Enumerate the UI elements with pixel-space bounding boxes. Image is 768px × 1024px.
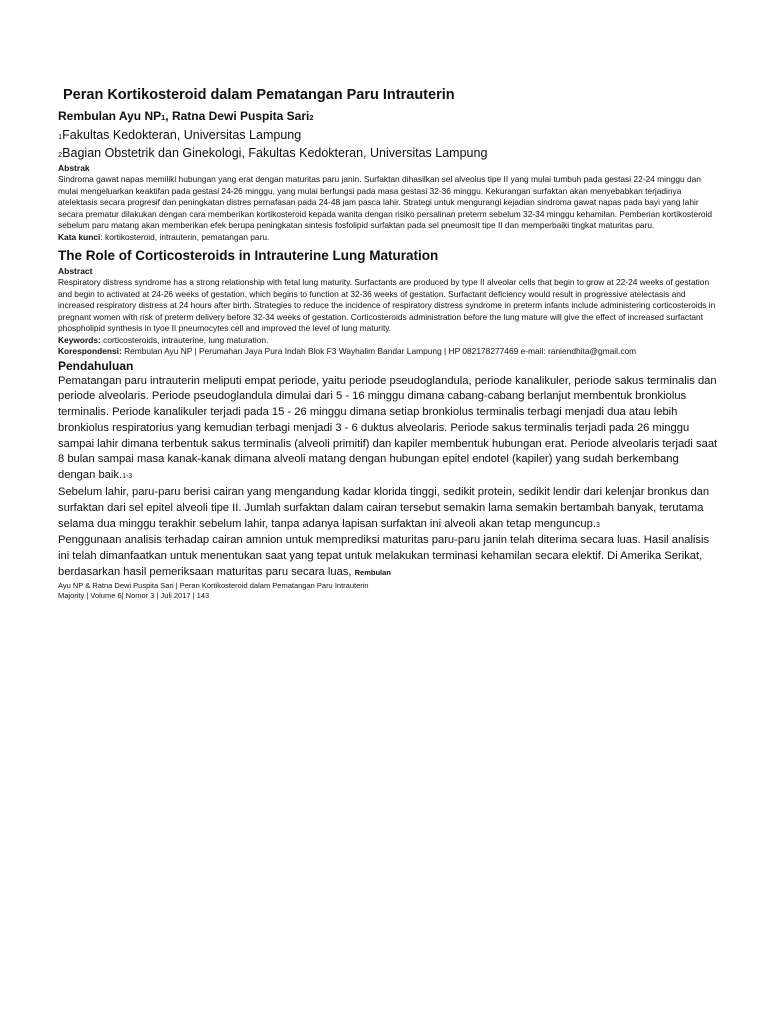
correspondence-text: Rembulan Ayu NP | Perumahan Jaya Pura Indah Blok F3 Wayhalim Bandar Lampung | HP 082178277469 e-mail: raniendhita@gmail.com: [121, 346, 637, 356]
abstract-text: Respiratory distress syndrome has a strong relationship with fetal lung maturity. Surfactants are produced by type II alveolar cells that begin to grow at 22-24 weeks of gestation and begin to activated at 24-26 weeks of gestation, which begins to function at 32-36 weeks of gestation. Surfactant deficiency would result in progressive atelectasis and increased respiratory distress at 24 hours after birth. Strategies to reduce the incidence of respiratory distress syndrome in preterm infants include administering corticosteroids in pregnant women with risk of preterm delivery before 32-34 weeks of gestation. Corticosteroids administration before the lung mature will give the effect of increased surfactant phospholipid synthesis in tyoe II pneumocytes cell and improved the level of lung maturity.: [58, 277, 716, 333]
footer-line-2: Majority | Volume 6| Nomor 3 | Juli 2017 | 143: [58, 591, 210, 601]
abstrak-text: Sindroma gawat napas memiliki hubungan yang erat dengan maturitas paru janin. Surfaktan dihasilkan sel alveolus tipe II yang mulai tumbuh pada gestasi 22-24 minggu dan mulai mengeluarkan keaktifan pada gestasi 24-26 minggu, yang mulai berfungsi pada masa gestasi 32-36 minggu. Kekurangan surfaktan akan menyebabkan terjadinya atelektasis secara progresif dan peningkatan distres pernafasan pada 24-48 jam pasca lahir. Strategi untuk mengurangi kejadian sindroma gawat napas pada bayi yang lahir secara prematur dilakukan dengan cara memberikan kortikosteroid kepada wanita dengan risiko persalinan preterm sebelum 32-34 minggu kehamilan. Pemberian kortikosteroid sebelum paru matang akan memberikan efek berupa peningkatan sintesis fosfolipid surfaktan pada sel pneumosit tipe II dan memperbaiki tingkat maturitas paru.: [58, 174, 713, 230]
intro-paragraph-2-text: Sebelum lahir, paru-paru berisi cairan yang mengandung kadar klorida tinggi, sedikit protein, sedikit lendir dari kelenjar bronkus dan surfaktan dari sel epitel alveoli tipe II. Jumlah surfaktan dalam cairan tersebut semakin lama semakin bertambah banyak, terutama selama dua minggu terakhir sebelum lahir, tanpa adanya lapisan surfaktan ini alveoli akan tetap menguncup.: [58, 486, 710, 530]
article-title-id: Peran Kortikosteroid dalam Pematangan Paru Intrauterin: [63, 87, 455, 103]
author-1-mark: 1: [161, 113, 166, 122]
intro-paragraph-2-ref: 3: [595, 521, 600, 529]
keywords-label: Keywords:: [58, 334, 101, 345]
article-page: [58, 86, 718, 602]
affiliation-1: [58, 127, 718, 145]
author-2-mark: 2: [309, 113, 314, 122]
affiliation-1-mark: 1: [58, 132, 63, 141]
correspondence: [58, 346, 718, 358]
affiliation-2-mark: 2: [58, 150, 63, 159]
footer-line-1: Ayu NP & Ratna Dewi Puspita Sari | Peran Kortikosteroid dalam Pematangan Paru Intrauterin: [58, 580, 369, 590]
keywords-text: corticosteroids, intrauterine, lung maturation.: [100, 334, 269, 345]
intro-paragraph-3: [58, 533, 718, 580]
correspondence-label: Korespondensi:: [58, 346, 122, 356]
section-heading-pendahuluan: Pendahuluan: [58, 358, 134, 373]
abstrak-label: Abstrak: [58, 163, 90, 173]
intro-paragraph-1: [58, 374, 718, 486]
author-line: [58, 107, 718, 127]
author-2: , Ratna Dewi Puspita Sari: [165, 109, 310, 123]
intro-paragraph-3-text: Penggunaan analisis terhadap cairan amnion untuk memprediksi maturitas paru-paru janin telah diterima secara luas. Hasil analisis ini telah dimanfaatkan untuk menentukan saat yang tepat untuk melakukan terminasi kehamilan secara elektif. Di Amerika Serikat, berdasarkan hasil pemeriksaan maturitas paru secara luas,: [58, 534, 710, 579]
kata-kunci-label: Kata kunci: [58, 231, 101, 242]
intro-paragraph-1-text: Pematangan paru intrauterin meliputi empat periode, yaitu periode pseudoglandula, periode kanalikuler, periode sakus terminalis dan periode alveolaris. Periode pseudoglandula dimulai dari 5 - 16 minggu dimana cabang-cabang berlanjut membentuk bronkiolus terminalis. Periode kanalikuler terjadi pada 15 - 26 minggu dimana setiap bronkiolus terminalis terbagi menjadi dua atau lebih bronkiolus respiratorius yang kemudian terbagi menjadi 3 - 6 duktus alveolaris. Periode sakus terminalis terjadi pada 26 minggu sampai lahir dimana terbentuk sakus terminalis (alveoli primitif) dan kapiler membentuk hubungan erat. Periode alveolaris terjadi saat 8 bulan sampai masa kanak-kanak dimana alveoli matang dengan hubungan epitel endotel (kapiler) yang sudah berkembang dengan baik.: [58, 374, 718, 482]
keywords: [58, 335, 718, 347]
abstract-label: Abstract: [58, 266, 93, 276]
kata-kunci: [58, 232, 718, 244]
running-footer-lead: Rembulan: [354, 568, 391, 578]
author-1: Rembulan Ayu NP: [58, 109, 162, 123]
affiliation-2-text: Bagian Obstetrik dan Ginekologi, Fakultas Kedokteran, Universitas Lampung: [62, 146, 488, 160]
affiliation-2: [58, 145, 718, 163]
article-title-en: The Role of Corticosteroids in Intrauterine Lung Maturation: [58, 248, 439, 263]
kata-kunci-text: : kortikosteroid, intrauterin, pematangan paru.: [100, 231, 270, 242]
affiliation-1-text: Fakultas Kedokteran, Universitas Lampung: [62, 128, 302, 142]
intro-paragraph-2: [58, 485, 718, 533]
intro-paragraph-1-ref: 1-3: [122, 473, 133, 481]
